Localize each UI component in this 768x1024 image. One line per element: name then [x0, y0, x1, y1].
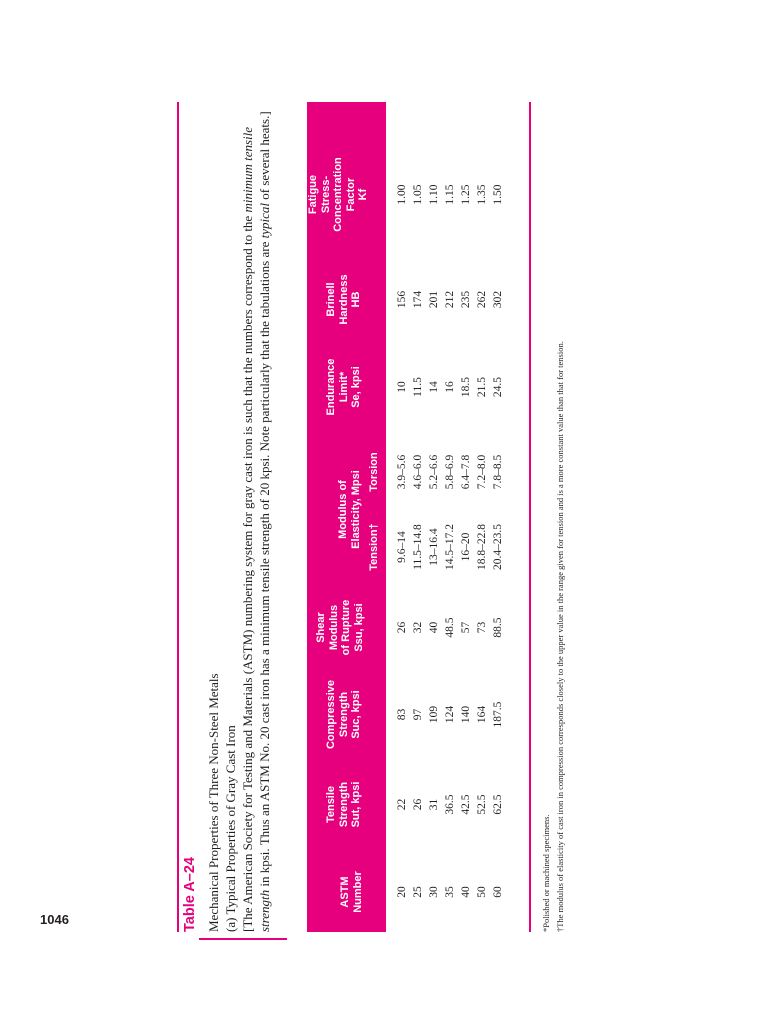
table-cell: 5.2–6.6 — [428, 454, 440, 490]
caption-line-3: [The American Society for Testing and Materials (ASTM) numbering system for gray cast iron is such that the numbers correspond to the minimum tensile strength in kpsi. Thus an ASTM No. 20 cast iron has a minimum tensile strength of 20 kpsi. Note particularly that the tabulations are typical of several heats.] — [240, 111, 272, 932]
page-number: 1046 — [40, 912, 69, 927]
group-header-line: Modulus of — [337, 480, 349, 539]
column-header-line: Limit* — [337, 371, 350, 403]
table-row — [444, 102, 460, 932]
table-cell: 187.5 — [492, 701, 504, 728]
column-header-line: Tensile — [325, 785, 337, 824]
table-cell: 97 — [412, 708, 424, 721]
table-row — [476, 102, 492, 932]
table-cell: 52.5 — [476, 794, 488, 815]
table-cell: 5.8–6.9 — [444, 454, 456, 490]
table-cell: 24.5 — [492, 376, 504, 398]
column-header-line: HB — [350, 291, 362, 308]
column-header-line: of Rupture — [340, 599, 352, 656]
column-header-6 — [325, 342, 363, 432]
footnote-1: *Polished or machined specimens. — [541, 814, 551, 932]
column-header-line: Compressive — [325, 679, 337, 750]
column-header-line: Kf — [357, 188, 369, 201]
table-cell: 3.9–5.6 — [396, 454, 408, 490]
table-cell: 156 — [396, 290, 408, 309]
table-cell: 1.00 — [396, 184, 408, 205]
column-header-line: Modulus — [327, 604, 340, 651]
table-cell: 57 — [460, 621, 472, 634]
column-header-line: Number — [351, 871, 364, 913]
table-cell: 11.5–14.8 — [412, 524, 424, 570]
table-cell: 1.50 — [492, 184, 504, 205]
table-cell: 262 — [476, 290, 488, 309]
table-cell: 14 — [428, 381, 440, 393]
table-cell: 124 — [444, 705, 456, 724]
column-header-line: Brinell — [325, 282, 337, 317]
table-cell: 7.8–8.5 — [492, 454, 504, 490]
table-cell: 164 — [476, 705, 488, 724]
table-bottom-rule — [529, 102, 531, 932]
table-row — [396, 102, 412, 932]
table-cell: 32 — [412, 621, 424, 634]
column-header-line: Stress- — [319, 175, 332, 214]
table-cell: 22 — [396, 798, 408, 811]
table-row — [428, 102, 444, 932]
table-cell: 30 — [428, 886, 440, 898]
table-cell: 7.2–8.0 — [476, 454, 488, 490]
rotated-table-page — [177, 102, 617, 932]
table-cell: 140 — [460, 705, 472, 724]
column-header-line: Endurance — [325, 358, 337, 416]
column-header-line: Strength — [337, 691, 350, 738]
table-cell: 88.5 — [492, 617, 504, 638]
table-cell: 36.5 — [444, 794, 456, 815]
column-header-line: Shear — [315, 612, 327, 643]
table-cell: 42.5 — [460, 794, 472, 815]
column-header-line: Tension† — [368, 523, 380, 571]
table-cell: 50 — [476, 886, 488, 898]
table-cell: 60 — [492, 886, 504, 898]
table-cell: 18.8–22.8 — [476, 524, 488, 570]
caption-line-2: (a) Typical Properties of Gray Cast Iron — [223, 725, 238, 932]
column-header-2 — [325, 667, 363, 762]
footnote-2: †The modulus of elasticity of cast iron in compression corresponds closely to the upper value in the range given for tension and is a more constant value than that for tension. — [555, 341, 565, 932]
group-header-modulus — [337, 432, 362, 587]
table-cell: 31 — [428, 798, 440, 811]
column-header-line: Fatigue — [307, 174, 319, 215]
column-header-5 — [368, 437, 381, 507]
table-header — [307, 102, 386, 932]
table-cell: 235 — [460, 290, 472, 309]
caption-accent-bar — [199, 939, 287, 941]
column-header-0 — [339, 852, 364, 932]
table-row — [460, 102, 476, 932]
table-cell: 40 — [428, 621, 440, 634]
caption-line-1: Mechanical Properties of Three Non-Steel Metals — [206, 673, 221, 932]
table-cell: 73 — [476, 621, 488, 634]
table-cell: 10 — [396, 381, 408, 393]
column-header-line: Hardness — [337, 274, 350, 325]
table-cell: 212 — [444, 290, 456, 309]
table-cell: 109 — [428, 705, 440, 724]
table-cell: 16–20 — [460, 532, 472, 562]
column-header-8 — [307, 137, 370, 252]
table-cell: 20 — [396, 886, 408, 898]
column-header-line: Torsion — [368, 452, 380, 492]
column-header-line: Strength — [337, 781, 350, 828]
table-cell: 1.35 — [476, 184, 488, 205]
table-cell: 16 — [444, 381, 456, 393]
column-header-line: Factor — [344, 177, 357, 212]
table-cell: 174 — [412, 290, 424, 309]
table-cell: 14.5–17.2 — [444, 524, 456, 570]
column-header-7 — [325, 257, 363, 342]
table-cell: 62.5 — [492, 794, 504, 815]
table-cell: 9.6–14 — [396, 531, 408, 563]
table-cell: 4.6–6.0 — [412, 454, 424, 490]
table-cell: 1.25 — [460, 184, 472, 205]
table-cell: 1.05 — [412, 184, 424, 205]
table-cell: 20.4–23.5 — [492, 524, 504, 570]
table-cell: 11.5 — [412, 377, 424, 397]
table-cell: 1.15 — [444, 184, 456, 205]
table-cell: 48.5 — [444, 617, 456, 638]
column-header-1 — [325, 762, 363, 847]
column-header-line: Suc, kpsi — [350, 690, 362, 739]
table-cell: 25 — [412, 886, 424, 898]
table-title: Table A–24 — [182, 857, 198, 932]
column-header-line: ASTM — [339, 876, 351, 908]
column-header-line: Ssu, kpsi — [352, 603, 365, 652]
table-cell: 6.4–7.8 — [460, 454, 472, 490]
table-cell: 35 — [444, 886, 456, 898]
group-header-line: Elasticity, Mpsi — [349, 470, 362, 549]
table-row — [412, 102, 428, 932]
column-header-3 — [315, 585, 365, 670]
table-cell: 13–16.4 — [428, 528, 440, 566]
table-row — [492, 102, 508, 932]
table-cell: 21.5 — [476, 376, 488, 398]
column-header-line: Sut, kpsi — [350, 781, 362, 828]
table-cell: 26 — [412, 798, 424, 811]
table-cell: 26 — [396, 621, 408, 634]
table-body — [386, 102, 529, 932]
table-top-rule — [177, 102, 179, 932]
table-cell: 18.5 — [460, 376, 472, 398]
table-cell: 83 — [396, 708, 408, 721]
table-cell: 302 — [492, 290, 504, 309]
table-cell: 40 — [460, 886, 472, 898]
column-header-4 — [368, 507, 381, 587]
column-header-line: Se, kpsi — [350, 366, 362, 408]
column-header-line: Concentration — [332, 157, 344, 232]
table-cell: 201 — [428, 290, 440, 309]
table-cell: 1.10 — [428, 184, 440, 205]
